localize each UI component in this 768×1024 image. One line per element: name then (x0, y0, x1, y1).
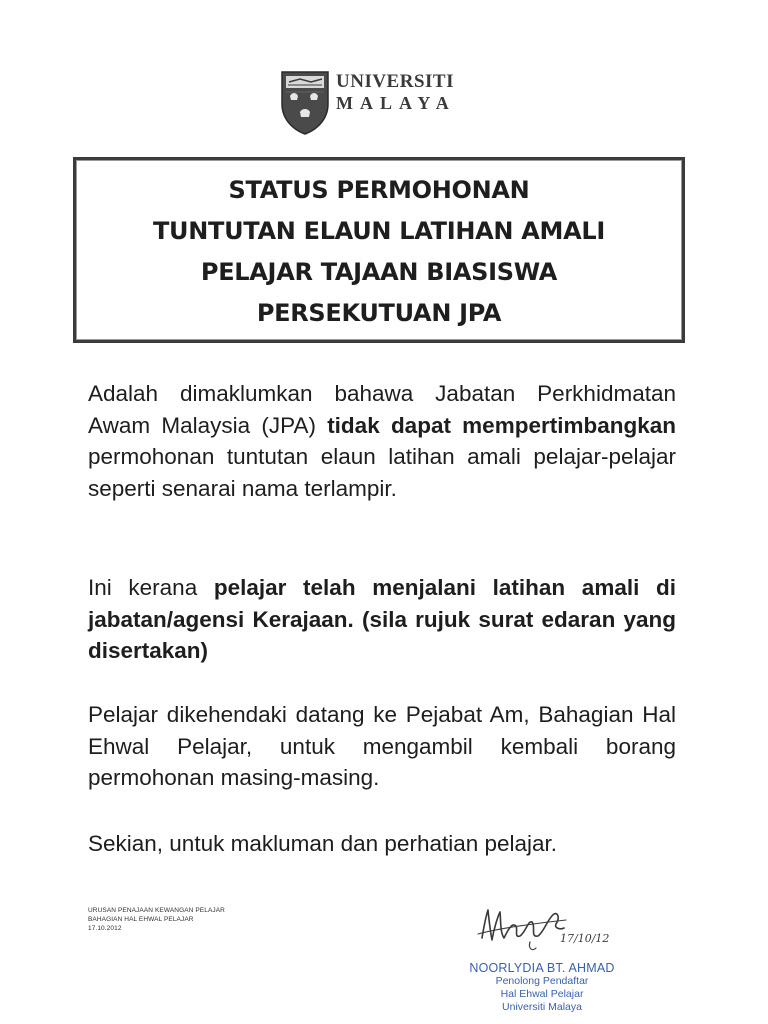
signature-date: 17/10/12 (560, 932, 610, 945)
university-logo (280, 70, 456, 136)
paragraph-reason-text-a: Ini kerana (88, 575, 214, 600)
paragraph-reason (88, 572, 676, 667)
handwritten-signature (470, 898, 600, 958)
paragraph-decision-text-a: Adalah dimaklumkan bahawa Jabatan Perkhidmatan Awam Malaysia (JPA) (88, 381, 676, 438)
footer-reference (88, 906, 225, 933)
signer-role-2: Hal Ehwal Pelajar (500, 988, 584, 1000)
title-box (73, 157, 685, 343)
university-crest-icon (280, 70, 330, 136)
paragraph-decision-text-c: permohonan tuntutan elaun latihan amali pelajar-pelajar seperti senarai nama terlampir. (88, 444, 676, 501)
footer-ref-line-2: BAHAGIAN HAL EHWAL PELAJAR (88, 916, 194, 923)
logo-wordmark (336, 70, 456, 112)
paragraph-closing: Sekian, untuk makluman dan perhatian pelajar. (88, 831, 558, 856)
signer-block (452, 961, 632, 1014)
signer-role-3: Universiti Malaya (502, 1001, 582, 1013)
footer-ref-line-3: 17.10.2012 (88, 925, 122, 932)
title-line-1: STATUS PERMOHONAN (228, 176, 530, 204)
signer-role-1: Penolong Pendaftar (495, 975, 589, 987)
paragraph-decision-bold: tidak dapat mempertimbangkan (327, 412, 676, 438)
paragraph-instruction: Pelajar dikehendaki datang ke Pejabat Am, Bahagian Hal Ehwal Pelajar, untuk mengambil kembali borang permohonan masing-masing. (88, 702, 676, 790)
title-line-3: PELAJAR TAJAAN BIASISWA (200, 258, 558, 286)
logo-line-malaya: MALAYA (336, 93, 456, 113)
logo-line-universiti: UNIVERSITI (336, 71, 454, 92)
paragraph-decision (88, 378, 676, 504)
notice-title (153, 170, 605, 334)
title-line-4: PERSEKUTUAN JPA (256, 299, 502, 327)
title-line-2: TUNTUTAN ELAUN LATIHAN AMALI (152, 217, 606, 245)
footer-ref-line-1: URUSAN PENAJAAN KEWANGAN PELAJAR (88, 907, 225, 914)
signer-name: NOORLYDIA BT. AHMAD (469, 961, 615, 975)
paragraph-reason-bold: pelajar telah menjalani latihan amali di jabatan/agensi Kerajaan. (sila rujuk surat edaran yang disertakan) (88, 575, 676, 663)
